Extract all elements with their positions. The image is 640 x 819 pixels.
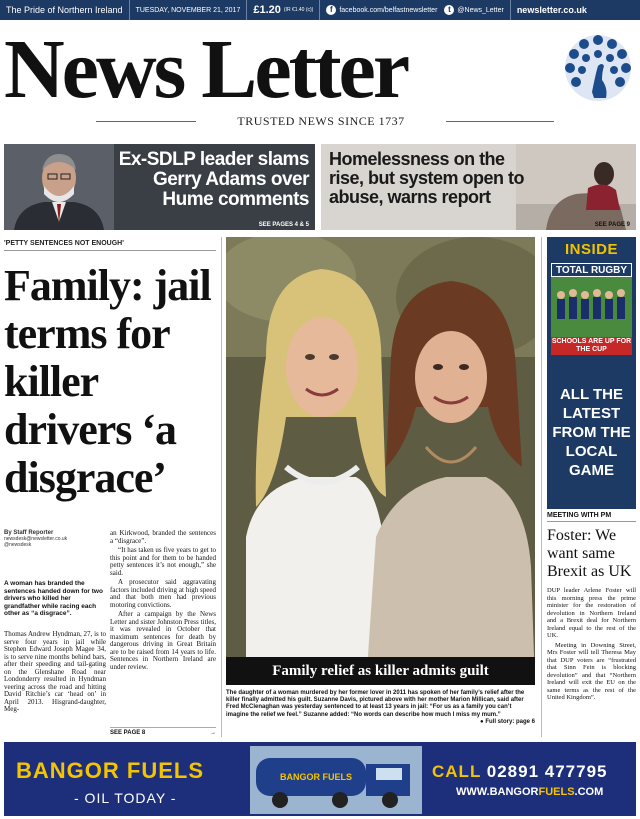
gerry-adams-photo — [4, 144, 114, 230]
rugby-title: TOTAL RUGBY — [551, 263, 632, 277]
main-photo[interactable] — [226, 237, 535, 685]
ad-phone[interactable] — [432, 762, 607, 782]
lead-see-page[interactable] — [110, 727, 216, 736]
twitter-link[interactable]: @News_Letter — [457, 6, 504, 14]
lead-kicker: 'PETTY SENTENCES NOT ENOUGH' — [4, 240, 216, 251]
lead-body-p4: After a campaign by the News Letter and sister Johnston Press titles, it was revealed in October that maximum sentences for death by dangerous driving in Great Britain are to be raised from 14 years to life. Sentences in Northern Ireland are under review. — [110, 610, 216, 671]
teaser-strip — [4, 144, 636, 230]
lead-body-col1-text: Thomas Andrew Hyndman, 27, is to serve four years in jail while Stephen Edward Joseph Magee 34, is to serve nine months behind bars, after their speeding and tail-gating on the Glenshane Road near Londonderry resulted in Hyndman veering across the road and hitting David Ritchie’s car ‘head on’ in April 2013. Hisgrand-daughter, Meg- — [4, 630, 106, 713]
lead-body-p3: A prosecutor said aggravating factors included driving at high speed and that both men had previous motoring convictions. — [110, 578, 216, 609]
ad-website[interactable] — [456, 786, 603, 798]
side-story-kicker: MEETING WITH PM — [547, 512, 636, 522]
price: £1.20 — [253, 4, 281, 16]
ad-web-prefix: WWW.BANGOR — [456, 786, 539, 798]
ad-subline: - OIL TODAY - — [74, 790, 177, 806]
twitter-icon: t — [444, 5, 454, 15]
arrow-right-icon: → — [210, 730, 216, 736]
byline — [4, 530, 104, 548]
price-cell — [247, 0, 320, 20]
social-links — [320, 0, 510, 20]
inside-label: INSIDE — [564, 241, 618, 258]
fuel-tanker-icon — [250, 746, 422, 814]
column-divider-right — [541, 237, 542, 737]
newspaper-title: News Letter — [4, 23, 408, 116]
pride-tagline: The Pride of Northern Ireland — [0, 0, 130, 20]
inside-promo[interactable] — [547, 237, 636, 509]
ad-web-suffix: .COM — [574, 786, 604, 798]
rugby-banner: SCHOOLS ARE UP FOR THE CUP — [551, 338, 632, 353]
tanker-label: BANGOR FUELS — [280, 772, 352, 782]
side-story-p2: Meeting in Downing Street, Mrs Foster will tell Theresa May that DUP voters are “frustrated that Sinn Fein is blocking devolution” and that “Northern Ireland will exit the EU on the same terms as the rest of the United Kingdom”. — [547, 641, 636, 701]
teaser-homelessness-see-page: SEE PAGE 9 — [594, 222, 630, 228]
price-note: (IR €1.40 (c)) — [283, 7, 314, 13]
issue-date: TUESDAY, NOVEMBER 21, 2017 — [130, 0, 248, 20]
family-photo — [226, 237, 535, 685]
column-divider-left — [221, 237, 222, 737]
rugby-team-photo — [551, 277, 632, 337]
facebook-icon: f — [326, 5, 336, 15]
ad-company-name: BANGOR FUELS — [16, 758, 204, 783]
side-story-headline[interactable]: Foster: We want same Brexit as UK — [547, 527, 632, 580]
teaser-adams[interactable] — [4, 144, 315, 230]
facebook-link[interactable]: facebook.com/belfastnewsletter — [339, 6, 438, 14]
masthead — [0, 20, 640, 128]
lead-body-col2 — [110, 530, 216, 673]
lead-body-col1 — [4, 631, 106, 716]
ad-call-label: CALL — [432, 762, 482, 781]
ad-phone-number: 02891 477795 — [486, 762, 608, 781]
side-story-p1: DUP leader Arlene Foster will this morning press the prime minister for the restoration of devolution in Northern Ireland and a Brexit deal for Northern Ireland equal to the rest of the UK. — [547, 587, 636, 639]
teaser-adams-see-pages: SEE PAGES 4 & 5 — [258, 222, 309, 228]
byline-twitter: @newsdesk — [4, 542, 32, 548]
photo-caption-text: The daughter of a woman murdered by her former lover in 2011 has spoken of her family’s relief after the killer finally admitted his guilt. Suzanne Davis, pictured above with her mother Marion Millican, said after Fred McClenaghan was yesterday sentenced to at least 13 years in jail: “For us as a family you can’t imagine the relief we feel.” Suzanne added: “No words can describe how much I miss my mum.” — [226, 690, 525, 718]
side-story-body — [547, 587, 636, 704]
lead-body-p1: an Kirkwood, branded the sentences a “disgrace”. — [110, 529, 216, 545]
tagline-rule-right — [446, 121, 554, 122]
bangor-fuels-ad[interactable] — [4, 742, 636, 816]
rugby-supplement[interactable] — [551, 263, 632, 355]
photo-caption-bar: Family relief as killer admits guilt — [226, 657, 535, 685]
teaser-homelessness[interactable] — [321, 144, 636, 230]
byline-email: newsdesk@newsletter.co.uk — [4, 536, 68, 542]
lead-headline[interactable]: Family: jail terms for killer drivers ‘a disgrace’ — [4, 261, 211, 502]
tagline-rule-left — [96, 121, 196, 122]
website-link[interactable]: newsletter.co.uk — [516, 5, 587, 15]
ad-web-highlight: FUELS — [538, 786, 575, 798]
teaser-adams-headline: Ex-SDLP leader slams Gerry Adams over Hume comments — [118, 149, 309, 210]
top-bar — [0, 0, 640, 20]
homeless-person-photo — [516, 144, 636, 230]
peacock-logo-icon — [562, 32, 634, 108]
inside-promo-text: ALL THE LATEST FROM THE LOCAL GAME — [552, 386, 631, 479]
full-story-link[interactable]: ● Full story: page 6 — [480, 718, 535, 725]
lead-see-page-label: SEE PAGE 8 — [110, 730, 146, 736]
byline-name: By Staff Reporter — [4, 530, 54, 536]
teaser-homelessness-headline: Homelessness on the rise, but system open to abuse, warns report — [329, 149, 525, 207]
masthead-tagline: TRUSTED NEWS SINCE 1737 — [237, 114, 405, 128]
lead-body-p2: “It has taken us five years to get to this point and for them to be handed petty sentences it’s not enough,” she said. — [110, 546, 216, 577]
photo-caption — [226, 690, 535, 726]
lead-standfirst: A woman has branded the sentences handed down for two drivers who killed her grandfather while racing each other as “a disgrace”. — [4, 580, 103, 617]
